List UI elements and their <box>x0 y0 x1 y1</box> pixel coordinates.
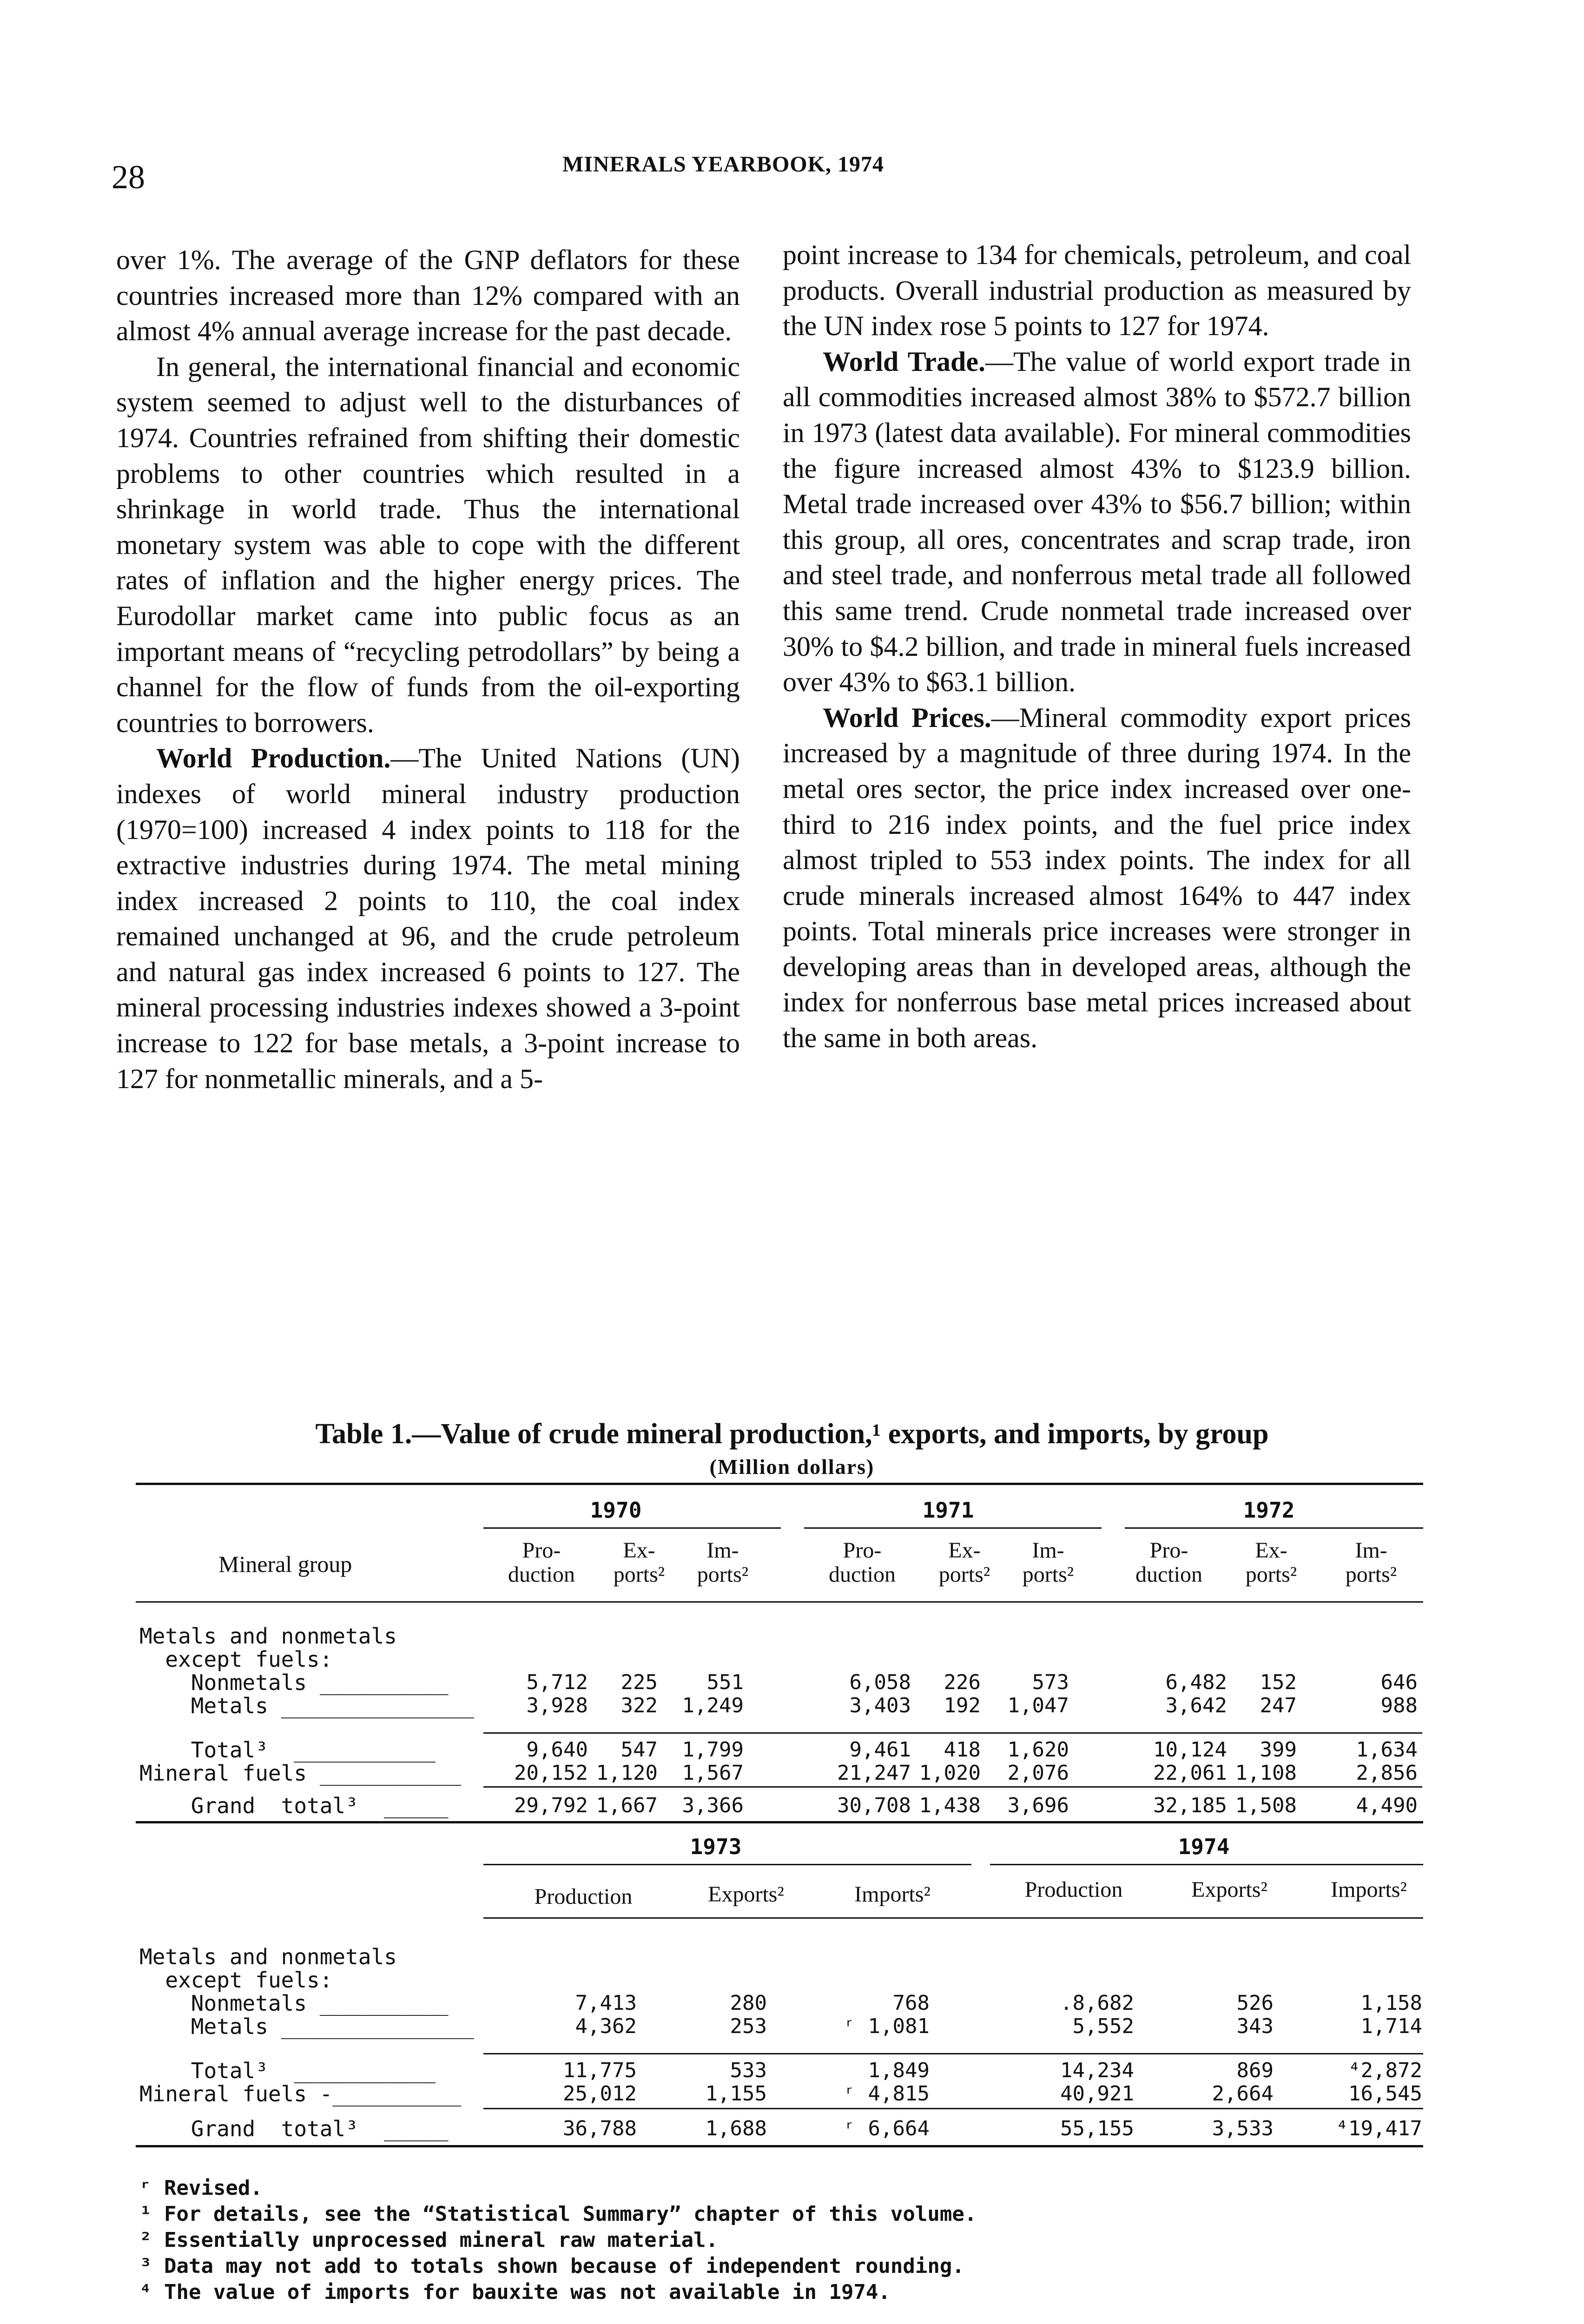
row-label: Total³ ___________ <box>139 2058 436 2083</box>
table-cell: 2,076 <box>1007 1761 1069 1785</box>
year-header: 1974 <box>1178 1834 1230 1859</box>
table-cell: 226 <box>944 1670 981 1694</box>
row-label: Metals _______________ <box>139 2014 475 2039</box>
table-cell: 1,155 <box>705 2082 767 2106</box>
table-cell: 280 <box>730 1991 767 2015</box>
table-cell: 3,533 <box>1212 2117 1274 2140</box>
year-header: 1972 <box>1243 1498 1295 1523</box>
sum-rule <box>483 2108 1423 2109</box>
table-cell: 55,155 <box>1060 2117 1134 2140</box>
table-cell: 1,799 <box>682 1738 744 1762</box>
table-cell: 253 <box>730 2014 767 2038</box>
footnote: ¹ For details, see the “Statistical Summary” chapter of this volume. <box>139 2202 977 2226</box>
table-rule <box>136 1601 1423 1603</box>
table-cell: 1,567 <box>682 1761 744 1785</box>
column-header: Imports² <box>1331 1877 1407 1902</box>
paragraph-text: —The value of world export trade in all commodities increased almost 38% to $572.7 billion in 1973 (latest data available). For mineral commodities the figure increased almost 43% to $123.9 billion. Metal trade increased over 43% to $56.7 billion; within this group, all ores, concentrates and scrap trade, iron and steel trade, and nonferrous metal trade all followed this same trend. Crude nonmetal trade increased over 30% to $4.2 billion, and trade in mineral fuels increased over 43% to $63.1 billion. <box>783 346 1411 698</box>
table-cell: 322 <box>620 1694 658 1717</box>
table-rule <box>136 2145 1423 2147</box>
year-rule <box>483 1527 781 1529</box>
table-rule <box>483 1917 1423 1919</box>
section-heading: World Production. <box>156 743 391 774</box>
row-label: Grand total³ _____ <box>139 2116 449 2141</box>
table-cell: 14,234 <box>1060 2059 1134 2082</box>
table-cell: 1,108 <box>1235 1761 1297 1785</box>
table-cell: 152 <box>1260 1670 1297 1694</box>
table-cell: 6,482 <box>1165 1670 1227 1694</box>
table-cell: 7,413 <box>575 1991 637 2015</box>
table-cell: 6,058 <box>849 1670 911 1694</box>
table-cell: 399 <box>1260 1738 1297 1762</box>
table-cell: ʳ 4,815 <box>843 2082 930 2106</box>
table-cell: 646 <box>1380 1670 1418 1694</box>
table-cell: 3,366 <box>682 1794 744 1817</box>
table-cell: 40,921 <box>1060 2082 1134 2106</box>
year-rule <box>1125 1527 1423 1529</box>
year-header: 1973 <box>690 1834 742 1859</box>
paragraph: In general, the international financial and economic system seemed to adjust well to the disturbances of 1974. Countries refrained from shifting their domestic problems to other countries which resulted in a shrinkage in world trade. Thus the international monetary system was able to cope with the different rates of inflation and the higher energy prices. The Eurodollar market came into public focus as an important means of “recycling petrodollars” by being a channel for the flow of funds from the oil-exporting countries to borrowers. <box>116 351 740 738</box>
table-cell: 4,490 <box>1356 1794 1418 1817</box>
footnote: ² Essentially unprocessed mineral raw material. <box>139 2228 719 2252</box>
table-cell: 25,012 <box>563 2082 637 2106</box>
table-cell: 1,849 <box>868 2059 930 2082</box>
sum-rule <box>483 1732 1422 1734</box>
table-rule <box>136 1821 1423 1823</box>
column-header: Im- ports² <box>1022 1538 1074 1587</box>
table-cell: 768 <box>892 1991 930 2015</box>
table-cell: 32,185 <box>1153 1794 1227 1817</box>
table-cell: 1,620 <box>1007 1738 1069 1762</box>
column-header: Exports² <box>708 1882 784 1907</box>
table-cell: 4,362 <box>575 2014 637 2038</box>
table-cell: 3,403 <box>849 1694 911 1717</box>
table-cell: 1,047 <box>1007 1694 1069 1717</box>
footnote: ⁴ The value of imports for bauxite was not available in 1974. <box>139 2280 891 2304</box>
table-cell: 22,061 <box>1153 1761 1227 1785</box>
table-cell: ʳ 1,081 <box>843 2014 930 2038</box>
table-cell: 3,928 <box>526 1694 588 1717</box>
table-cell: 1,438 <box>919 1794 981 1817</box>
table-cell: 418 <box>944 1738 981 1762</box>
year-rule <box>990 1864 1423 1865</box>
paragraph <box>116 740 740 1096</box>
paragraph-text: —The United Nations (UN) indexes of world mineral industry production (1970=100) increased 4 index points to 118 for the extractive industries during 1974. The metal mining index increased 2 points to 110, the coal index remained unchanged at 96, and the crude petroleum and natural gas index increased 6 points to 127. The mineral processing industries indexes showed a 3-point increase to 122 for base metals, a 3-point increase to 127 for nonmetallic minerals, and a 5- <box>116 743 740 1094</box>
table-cell: 1,249 <box>682 1694 744 1717</box>
row-label: except fuels: <box>139 1647 333 1672</box>
table-cell: 36,788 <box>563 2117 637 2140</box>
footnotes <box>139 2175 977 2305</box>
table-cell: 2,856 <box>1356 1761 1418 1785</box>
column-header: Ex- ports² <box>938 1538 990 1587</box>
paragraph <box>783 700 1411 1056</box>
row-label: Nonmetals __________ <box>139 1670 449 1695</box>
year-header: 1970 <box>590 1498 642 1523</box>
page-number: 28 <box>112 158 145 196</box>
table-cell: ⁴2,872 <box>1348 2059 1422 2082</box>
table-cell: 3,642 <box>1165 1694 1227 1717</box>
table-cell: 547 <box>620 1738 658 1762</box>
column-header: Pro- duction <box>508 1538 575 1587</box>
table-title: Table 1.—Value of crude mineral production,¹ exports, and imports, by group <box>315 1418 1269 1450</box>
section-heading: World Prices. <box>823 702 991 733</box>
table-cell: 11,775 <box>563 2059 637 2082</box>
column-header-mineral-group: Mineral group <box>218 1551 352 1577</box>
column-header: Production <box>1024 1877 1123 1902</box>
table-cell: 21,247 <box>837 1761 911 1785</box>
table-cell: 9,640 <box>526 1738 588 1762</box>
column-header: Exports² <box>1191 1877 1267 1902</box>
table-rule <box>136 1483 1423 1485</box>
year-rule <box>483 1864 971 1865</box>
table-cell: 343 <box>1236 2014 1274 2038</box>
table-cell: 3,696 <box>1007 1794 1069 1817</box>
column-header: Pro- duction <box>1135 1538 1202 1587</box>
table-cell: 1,158 <box>1360 1991 1422 2015</box>
table-cell: 551 <box>706 1670 744 1694</box>
row-label: Total³ ___________ <box>139 1737 436 1763</box>
table-cell: 1,508 <box>1235 1794 1297 1817</box>
column-header: Production <box>534 1884 633 1909</box>
table-cell: 5,712 <box>526 1670 588 1694</box>
section-heading: World Trade. <box>823 346 985 377</box>
paragraph <box>783 344 1411 700</box>
table-subtitle: (Million dollars) <box>709 1455 875 1479</box>
row-label: Metals _______________ <box>139 1693 475 1718</box>
table-cell: 526 <box>1236 1991 1274 2015</box>
table-cell: 1,634 <box>1356 1738 1418 1762</box>
table-cell: 869 <box>1236 2059 1274 2082</box>
table-cell: 5,552 <box>1072 2014 1134 2038</box>
table-cell: ʳ 6,664 <box>843 2117 930 2140</box>
sum-rule <box>483 2053 1423 2054</box>
row-label: Mineral fuels ___________ <box>139 1761 462 1786</box>
footnote: ³ Data may not add to totals shown because of independent rounding. <box>139 2254 964 2278</box>
row-label: except fuels: <box>139 1967 333 1993</box>
paragraph: over 1%. The average of the GNP deflators for these countries increased more than 12% compared with an almost 4% annual average increase for the past decade. <box>116 244 740 347</box>
table-cell: 1,688 <box>705 2117 767 2140</box>
table-cell: ⁴19,417 <box>1336 2117 1422 2140</box>
column-header: Ex- ports² <box>613 1538 665 1587</box>
table-cell: 1,714 <box>1360 2014 1422 2038</box>
table-cell: 988 <box>1380 1694 1418 1717</box>
left-text-column <box>116 242 740 1096</box>
table-cell: 9,461 <box>849 1738 911 1762</box>
table-cell: 16,545 <box>1348 2082 1422 2106</box>
table-cell: 225 <box>620 1670 658 1694</box>
paragraph-text: —Mineral commodity export prices increased by a magnitude of three during 1974. In the metal ores sector, the price index increased over one-third to 216 index points, and the fuel price index almost tripled to 553 index points. The index for all crude minerals increased almost 164% to 447 index points. Total minerals price increases were stronger in developing areas than in developed areas, although the index for nonferrous base metal prices increased about the same in both areas. <box>783 702 1411 1054</box>
column-header: Im- ports² <box>1345 1538 1397 1587</box>
row-label: Mineral fuels -__________ <box>139 2081 462 2106</box>
year-header: 1971 <box>922 1498 974 1523</box>
table-cell: 29,792 <box>514 1794 588 1817</box>
right-text-column <box>783 237 1411 1056</box>
table-cell: 192 <box>944 1694 981 1717</box>
table-cell: 247 <box>1260 1694 1297 1717</box>
column-header: Im- ports² <box>697 1538 749 1587</box>
column-header: Ex- ports² <box>1245 1538 1297 1587</box>
table-cell: 1,667 <box>596 1794 658 1817</box>
row-label: Metals and nonmetals <box>139 1944 397 1969</box>
table-cell: .8,682 <box>1060 1991 1134 2015</box>
table-cell: 573 <box>1032 1670 1069 1694</box>
running-head: MINERALS YEARBOOK, 1974 <box>562 152 884 177</box>
column-header: Imports² <box>854 1882 931 1907</box>
sum-rule <box>483 1786 1422 1788</box>
row-label: Metals and nonmetals <box>139 1624 397 1649</box>
row-label: Nonmetals __________ <box>139 1991 449 2016</box>
column-header: Pro- duction <box>829 1538 896 1587</box>
table-cell: 1,020 <box>919 1761 981 1785</box>
table-cell: 1,120 <box>596 1761 658 1785</box>
table-cell: 10,124 <box>1153 1738 1227 1762</box>
table-cell: 533 <box>730 2059 767 2082</box>
row-label: Grand total³ _____ <box>139 1793 449 1818</box>
year-rule <box>804 1527 1102 1529</box>
table-cell: 30,708 <box>837 1794 911 1817</box>
paragraph: point increase to 134 for chemicals, petroleum, and coal products. Overall industrial production as measured by the UN index rose 5 points to 127 for 1974. <box>783 239 1411 342</box>
table-cell: 2,664 <box>1212 2082 1274 2106</box>
footnote: ʳ Revised. <box>139 2176 263 2200</box>
table-cell: 20,152 <box>514 1761 588 1785</box>
